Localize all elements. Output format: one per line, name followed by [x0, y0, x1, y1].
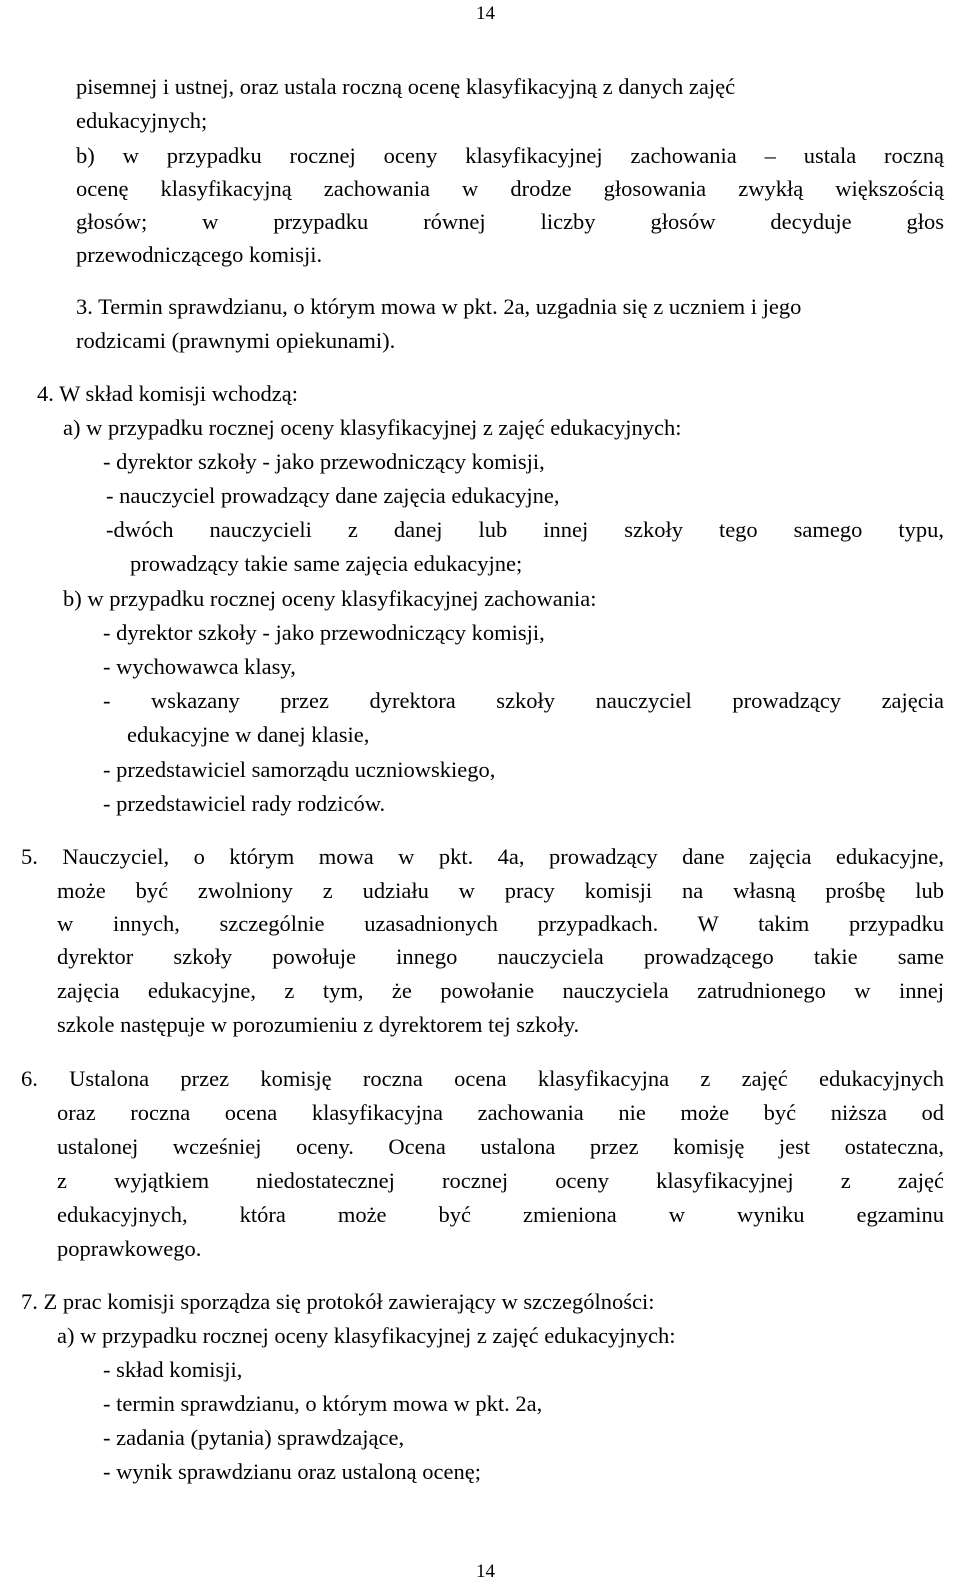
text-line: z wyjątkiem niedostatecznej rocznej oceny klasyfikacyjnej z zajęć — [57, 1168, 944, 1193]
text-line: szkole następuje w porozumieniu z dyrektorem tej szkoły. — [57, 1012, 580, 1037]
text-line: a) w przypadku rocznej oceny klasyfikacyjnej z zajęć edukacyjnych: — [63, 415, 682, 440]
text-line: - wynik sprawdzianu oraz ustaloną ocenę; — [103, 1459, 481, 1484]
text-line: 3. Termin sprawdzianu, o którym mowa w pkt. 2a, uzgadnia się z uczniem i jego — [76, 294, 802, 319]
text-line: przewodniczącego komisji. — [76, 242, 323, 267]
text-line: - zadania (pytania) sprawdzające, — [103, 1425, 405, 1450]
text-line: - dyrektor szkoły - jako przewodniczący komisji, — [103, 449, 545, 474]
page-number-top: 14 — [476, 3, 495, 24]
text-line: w innych, szczególnie uzasadnionych przypadkach. W takim przypadku — [57, 911, 944, 936]
text-line: 5. Nauczyciel, o którym mowa w pkt. 4a, prowadzący dane zajęcia edukacyjne, — [21, 844, 944, 869]
text-line: - termin sprawdzianu, o którym mowa w pkt. 2a, — [103, 1391, 543, 1416]
text-line: - dyrektor szkoły - jako przewodniczący komisji, — [103, 620, 545, 645]
text-line: ustalonej wcześniej oceny. Ocena ustalona przez komisję jest ostateczna, — [57, 1134, 944, 1159]
text-line: - wychowawca klasy, — [103, 654, 296, 679]
text-line: dyrektor szkoły powołuje innego nauczyciela prowadzącego takie same — [57, 944, 944, 969]
text-line: - przedstawiciel rady rodziców. — [103, 791, 386, 816]
text-line: edukacyjnych; — [76, 108, 208, 133]
text-line: może być zwolniony z udziału w pracy komisji na własną prośbę lub — [57, 878, 944, 903]
text-line: edukacyjne w danej klasie, — [127, 722, 370, 747]
text-line: b) w przypadku rocznej oceny klasyfikacyjnej zachowania: — [63, 586, 597, 611]
text-line: b) w przypadku rocznej oceny klasyfikacyjnej zachowania – ustala roczną — [76, 143, 944, 168]
text-line: rodzicami (prawnymi opiekunami). — [76, 328, 396, 353]
text-line: zajęcia edukacyjne, z tym, że powołanie nauczyciela zatrudnionego w innej — [57, 978, 944, 1003]
text-line: edukacyjnych, która może być zmieniona w wyniku egzaminu — [57, 1202, 944, 1227]
text-line: oraz roczna ocena klasyfikacyjna zachowania nie może być niższa od — [57, 1100, 944, 1125]
text-line: - nauczyciel prowadzący dane zajęcia edukacyjne, — [106, 483, 560, 508]
text-line: poprawkowego. — [57, 1236, 202, 1261]
page-number-bottom: 14 — [476, 1561, 495, 1582]
text-line: -dwóch nauczycieli z danej lub innej szkoły tego samego typu, — [106, 517, 944, 542]
text-line: 6. Ustalona przez komisję roczna ocena klasyfikacyjna z zajęć edukacyjnych — [21, 1066, 944, 1091]
text-line: głosów; w przypadku równej liczby głosów decyduje głos — [76, 209, 944, 234]
text-line: 7. Z prac komisji sporządza się protokół zawierający w szczególności: — [21, 1289, 655, 1314]
text-line: ocenę klasyfikacyjną zachowania w drodze głosowania zwykłą większością — [76, 176, 944, 201]
text-line: 4. W skład komisji wchodzą: — [37, 381, 299, 406]
text-line: - przedstawiciel samorządu uczniowskiego, — [103, 757, 496, 782]
text-line: - skład komisji, — [103, 1357, 243, 1382]
text-line: a) w przypadku rocznej oceny klasyfikacyjnej z zajęć edukacyjnych: — [57, 1323, 676, 1348]
text-line: - wskazany przez dyrektora szkoły nauczyciel prowadzący zajęcia — [103, 688, 944, 713]
text-line: pisemnej i ustnej, oraz ustala roczną ocenę klasyfikacyjną z danych zajęć — [76, 74, 736, 99]
text-line: prowadzący takie same zajęcia edukacyjne; — [130, 551, 523, 576]
